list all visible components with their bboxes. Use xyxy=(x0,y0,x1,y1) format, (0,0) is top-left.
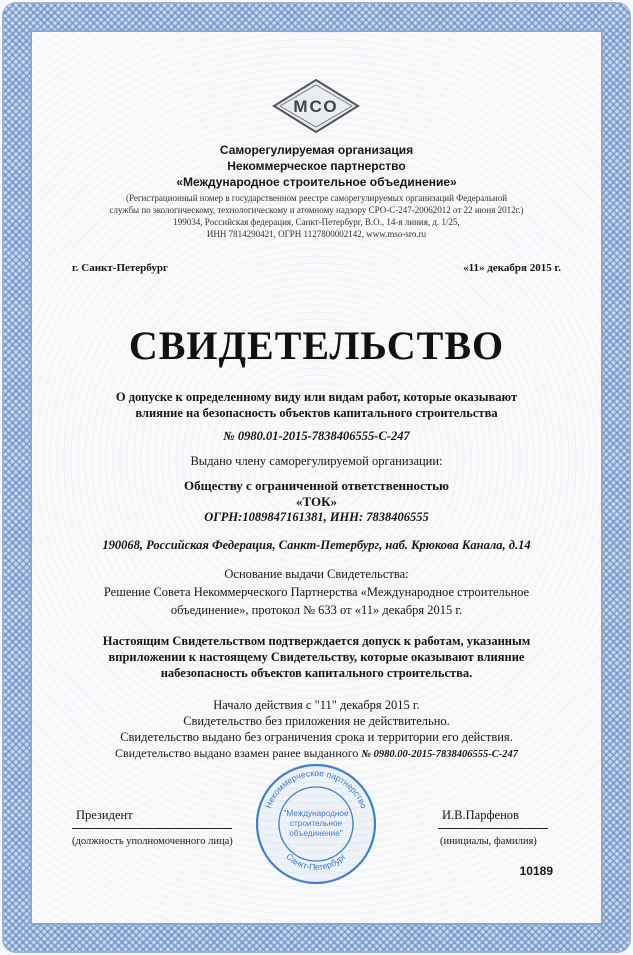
stamp-center-line-3: объединение" xyxy=(289,829,343,838)
org-line-3: «Международное строительное объединение» xyxy=(176,175,457,189)
place: г. Санкт-Петербург xyxy=(72,262,168,274)
signer-position-caption: (должность уполномоченного лица) xyxy=(72,836,233,847)
reg-line-2: службы по экологическому, технологическому и атомному надзору СРО-С-247-20062012 от 22 июня 2012г.) xyxy=(109,205,524,215)
stamp-center-line-1: "Международное xyxy=(283,809,349,818)
signature-line-right xyxy=(438,828,548,829)
organization-stamp xyxy=(254,762,378,886)
org-line-1: Саморегулируемая организация xyxy=(219,143,414,157)
subtitle-line-1: О допуске к определенному виду или видам работ, которые оказывают xyxy=(115,390,518,404)
basis-line-2: объединение», протокол № 633 от «11» декабря 2015 г. xyxy=(170,603,463,617)
validity-line-4-prefix: Свидетельство выдано взамен ранее выданного xyxy=(114,746,359,760)
signature-line-left xyxy=(72,828,232,829)
basis-title: Основание выдачи Свидетельства: xyxy=(224,567,409,581)
validity-line-4 xyxy=(30,746,603,761)
company-address: 190068, Российская Федерация, Санкт-Петербург, наб. Крюкова Канала, д.14 xyxy=(102,538,531,552)
signer-name-caption: (инициалы, фамилия) xyxy=(440,836,537,847)
validity-line-1: Начало действия с "11" декабря 2015 г. xyxy=(213,698,420,712)
issue-date: «11» декабря 2015 г. xyxy=(463,262,561,274)
previous-certificate-number: № 0980.00-2015-7838406555-С-247 xyxy=(361,749,518,760)
stamp-ring-bottom: Санкт-Петербург xyxy=(284,851,348,873)
reg-line-1: (Регистрационный номер в государственном реестре саморегулируемых организаций Федеральной xyxy=(125,193,508,203)
stamp-center-line-2: строительное xyxy=(289,819,343,828)
stamp-ring-top: Некоммерческое партнерство xyxy=(262,767,370,810)
document-title: СВИДЕТЕЛЬСТВО xyxy=(128,323,505,368)
certificate-number: № 0980.01-2015-7838406555-С-247 xyxy=(223,429,410,443)
confirm-line-1: Настоящим Свидетельством подтверждается допуск к работам, указанным xyxy=(102,634,531,648)
validity-line-3: Свидетельство выдано без ограничения срока и территории его действия. xyxy=(120,730,513,744)
company-line-2: «ТОК» xyxy=(295,494,338,509)
mso-logo-icon xyxy=(272,78,360,134)
reg-line-4: ИНН 7814290421, ОГРН 1127800002142, www.mso-sro.ru xyxy=(206,229,427,239)
logo-text: МСО xyxy=(293,97,339,116)
confirm-line-3: набезопасность объектов капитального строительства. xyxy=(160,666,473,680)
confirm-line-2: вприложении к настоящему Свидетельству, которые оказывают влияние xyxy=(108,650,525,664)
signer-position: Президент xyxy=(76,808,133,822)
basis-line-1: Решение Совета Некоммерческого Партнерства «Международное строительное xyxy=(103,585,530,599)
company-line-1: Обществу с ограниченной ответственностью xyxy=(184,478,449,493)
issued-to-label: Выдано члену саморегулируемой организации: xyxy=(190,454,443,468)
form-number: 10189 xyxy=(519,864,553,878)
company-ids: ОГРН:1089847161381, ИНН: 7838406555 xyxy=(204,510,429,524)
validity-line-2: Свидетельство без приложения не действительно. xyxy=(183,714,450,728)
signer-name: И.В.Парфенов xyxy=(442,808,519,822)
subtitle-line-2: влияние на безопасность объектов капитального строительства xyxy=(135,406,498,420)
reg-line-3: 199034, Российская федерация, Санкт-Петербург, В.О., 14-я линия, д. 1/25, xyxy=(173,217,460,227)
org-line-2: Некоммерческое партнерство xyxy=(227,159,406,173)
